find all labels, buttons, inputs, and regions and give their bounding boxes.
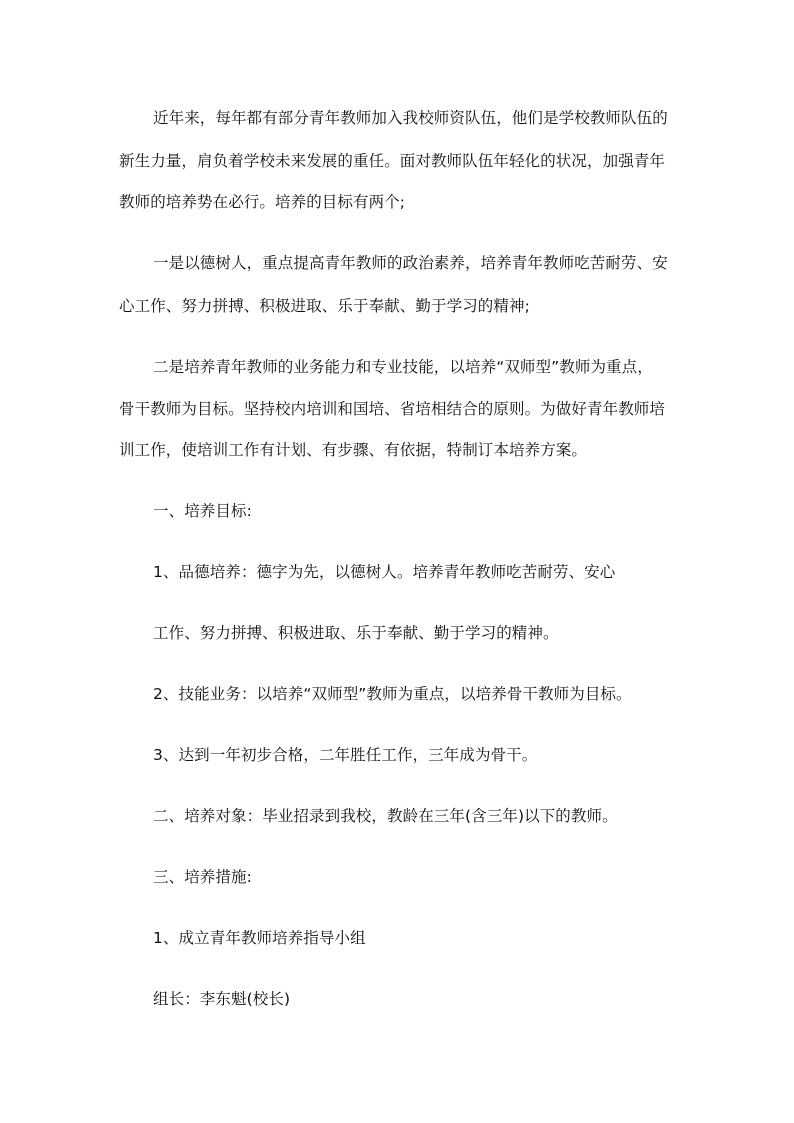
item-2: 2、技能业务：以培养“双师型”教师为重点，以培养骨干教师为目标。: [153, 685, 632, 703]
intro-paragraph-line-2: 新生力量，肩负着学校未来发展的重任。面对教师队伍年轻化的状况，加强青年: [119, 152, 666, 170]
intro-paragraph-line-3: 教师的培养势在必行。培养的目标有两个;: [119, 193, 406, 211]
goal-two-line-3: 训工作，使培训工作有计划、有步骤、有依据，特制订本培养方案。: [119, 441, 588, 459]
goal-one-line-2: 心工作、努力拼搏、积极进取、乐于奉献、勤于学习的精神;: [119, 297, 530, 315]
measure-1: 1、成立青年教师培养指导小组: [153, 929, 366, 947]
item-1-line-2: 工作、努力拼搏、积极进取、乐于奉献、勤于学习的精神。: [153, 624, 559, 642]
goal-two-line-2: 骨干教师为目标。坚持校内培训和国培、省培相结合的原则。为做好青年教师培: [119, 400, 666, 418]
goal-two-line-1: 二是培养青年教师的业务能力和专业技能，以培养“双师型”教师为重点，: [153, 358, 653, 376]
intro-paragraph-line-1: 近年来，每年都有部分青年教师加入我校师资队伍，他们是学校教师队伍的: [153, 109, 668, 127]
section-2-target: 二、培养对象：毕业招录到我校，教龄在三年(含三年)以下的教师。: [153, 807, 618, 825]
section-1-heading: 一、培养目标:: [153, 502, 252, 520]
item-1-line-1: 1、品德培养：德字为先，以德树人。培养青年教师吃苦耐劳、安心: [153, 563, 616, 581]
item-3: 3、达到一年初步合格，二年胜任工作，三年成为骨干。: [153, 746, 538, 764]
group-leader: 组长：李东魁(校长): [153, 990, 291, 1008]
section-3-heading: 三、培养措施:: [153, 868, 252, 886]
goal-one-line-1: 一是以德树人，重点提高青年教师的政治素养，培养青年教师吃苦耐劳、安: [153, 254, 668, 272]
